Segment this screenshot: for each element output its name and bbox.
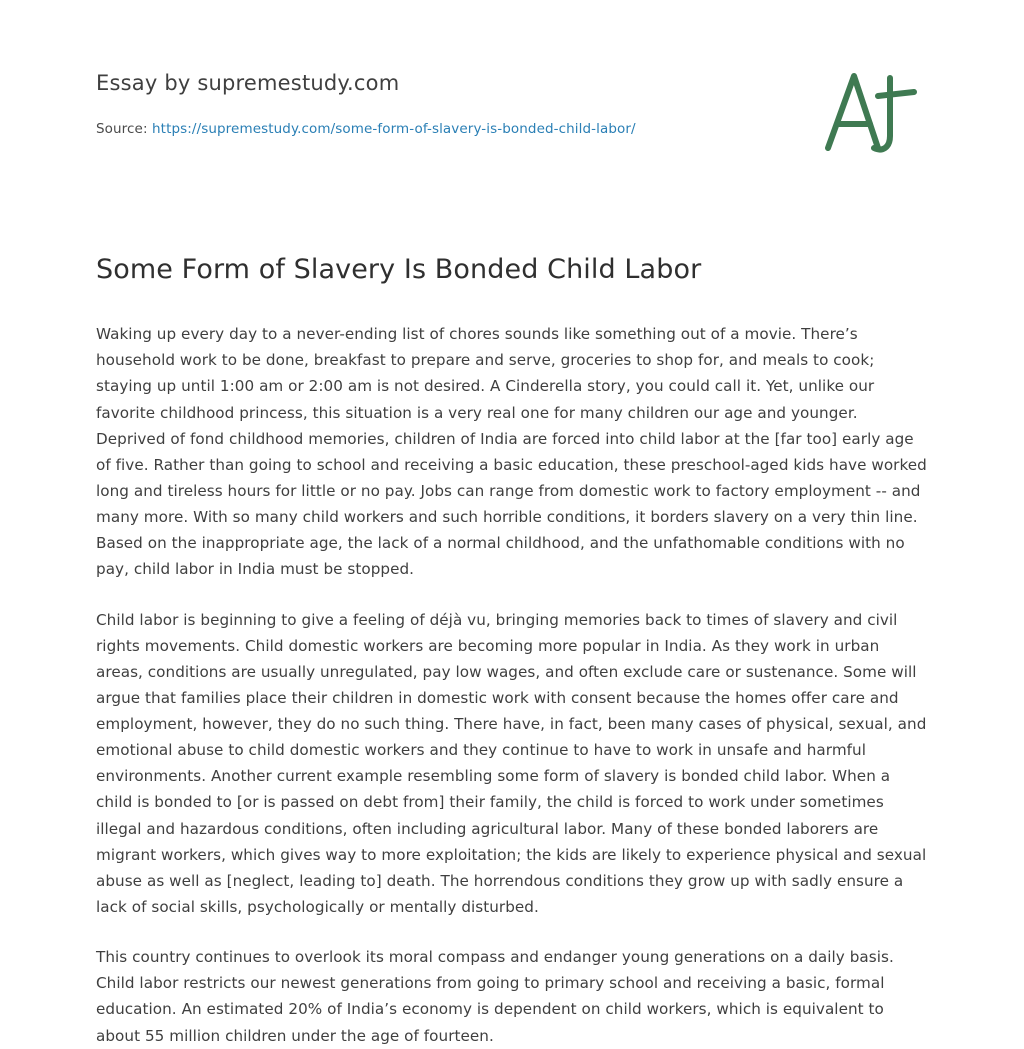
article-paragraph: Child labor is beginning to give a feeling of déjà vu, bringing memories back to times of slavery and civil rights movements. Child domestic workers are becoming more popular in India. As they work in urban areas, conditions are usually unregulated, pay low wages, and often exclude care or sustenance. Some will argue that families place their children in domestic work with consent because the homes offer care and employment, however, they do no such thing. There have, in fact, been many cases of physical, sexual, and emotional abuse to child domestic workers and they continue to have to work in unsafe and harmful environments. Another current example resembling some form of slavery is bonded child labor. When a child is bonded to [or is passed on debt from] their family, the child is forced to work under sometimes illegal and hazardous conditions, often including agricultural labor. Many of these bonded laborers are migrant workers, which gives way to more exploitation; the kids are likely to experience physical and sexual abuse as well as [neglect, leading to] death. The horrendous conditions they grow up with sadly ensure a lack of social skills, psychologically or mentally disturbed. <box>96 610 927 917</box>
source-link[interactable]: https://supremestudy.com/some-form-of-slavery-is-bonded-child-labor/ <box>152 121 636 138</box>
source-label: Source: <box>96 121 148 138</box>
source-line <box>96 121 928 137</box>
article-paragraph: Waking up every day to a never-ending list of chores sounds like something out of a movie. There’s household work to be done, breakfast to prepare and serve, groceries to shop for, and meals to cook; staying up until 1:00 am or 2:00 am is not desired. A Cinderella story, you could call it. Yet, unlike our favorite childhood princess, this situation is a very real one for many children our age and younger. Deprived of fond childhood memories, children of India are forced into child labor at the [far too] early age of five. Rather than going to school and receiving a basic education, these preschool-aged kids have worked long and tireless hours for little or no pay. Jobs can range from domestic work to factory employment -- and many more. With so many child workers and such horrible conditions, it borders slavery on a very thin line. Based on the inappropriate age, the lack of a normal childhood, and the unfathomable conditions with no pay, child labor in India must be stopped. <box>96 325 927 579</box>
document-content <box>0 252 1024 1049</box>
article-paragraph: This country continues to overlook its moral compass and endanger young generations on a daily basis. Child labor restricts our newest generations from going to primary school and receiving a basic, formal education. An estimated 20% of India’s economy is dependent on child workers, which is equivalent to about 55 million children under the age of fourteen. <box>96 948 894 1045</box>
a-plus-logo-icon <box>818 62 928 162</box>
byline: Essay by supremestudy.com <box>96 71 400 95</box>
document-header <box>0 0 1024 180</box>
page-title: Some Form of Slavery Is Bonded Child Labor <box>96 254 702 285</box>
